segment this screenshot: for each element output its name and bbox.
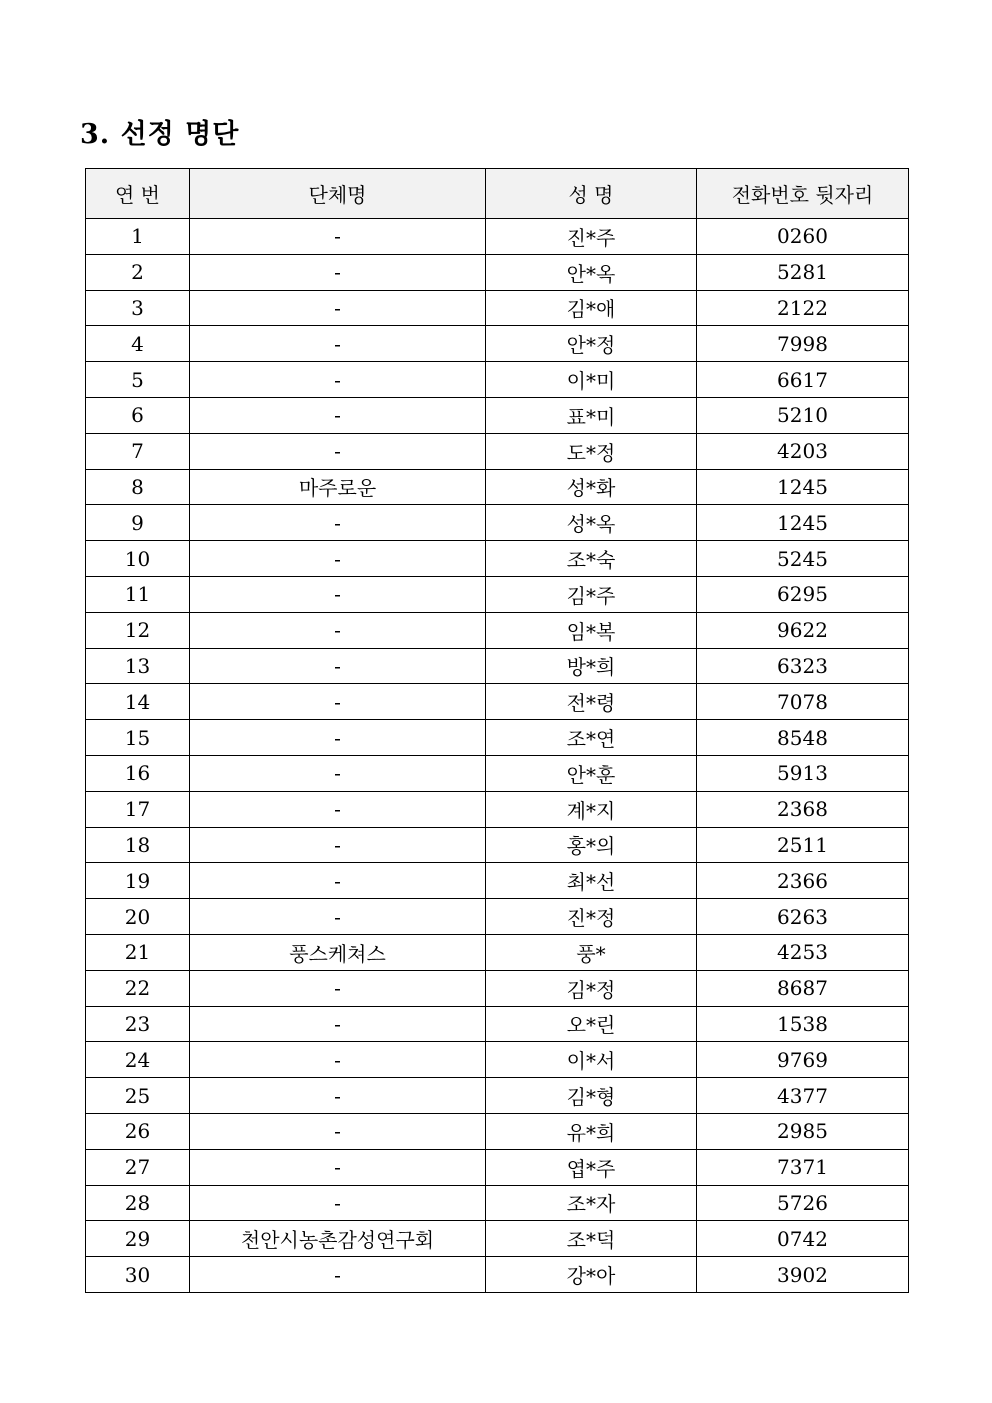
table-header [86,169,909,219]
cell-phone: 6295 [697,576,909,612]
cell-phone: 1538 [697,1006,909,1042]
cell-no: 4 [86,326,190,362]
cell-phone: 6263 [697,899,909,935]
cell-phone: 2368 [697,791,909,827]
header-phone: 전화번호 뒷자리 [697,169,909,219]
table-row [86,934,909,970]
cell-group: - [190,1078,486,1114]
cell-phone: 7371 [697,1149,909,1185]
selection-roster-table [85,168,909,1293]
cell-name: 이*미 [486,362,697,398]
cell-group: - [190,505,486,541]
cell-phone: 0260 [697,219,909,255]
cell-phone: 8687 [697,970,909,1006]
table-row [86,899,909,935]
table-row [86,576,909,612]
table-row [86,254,909,290]
cell-no: 13 [86,648,190,684]
cell-group: - [190,720,486,756]
table-row [86,648,909,684]
cell-name: 안*옥 [486,254,697,290]
table-row [86,326,909,362]
cell-no: 29 [86,1221,190,1257]
cell-group: - [190,1006,486,1042]
cell-group: - [190,576,486,612]
cell-name: 안*훈 [486,755,697,791]
cell-no: 10 [86,541,190,577]
table-header-row [86,169,909,219]
cell-group: - [190,648,486,684]
table-row [86,290,909,326]
cell-name: 김*주 [486,576,697,612]
cell-no: 15 [86,720,190,756]
page-title: 3. 선정 명단 [80,119,240,150]
cell-no: 9 [86,505,190,541]
table-row [86,541,909,577]
cell-phone: 6323 [697,648,909,684]
cell-phone: 1245 [697,505,909,541]
cell-name: 성*화 [486,469,697,505]
cell-name: 이*서 [486,1042,697,1078]
cell-phone: 9769 [697,1042,909,1078]
cell-phone: 1245 [697,469,909,505]
cell-group: - [190,1257,486,1293]
table-row [86,1257,909,1293]
cell-group: - [190,899,486,935]
cell-no: 14 [86,684,190,720]
cell-name: 도*정 [486,433,697,469]
table-row [86,720,909,756]
cell-name: 홍*의 [486,827,697,863]
cell-phone: 5245 [697,541,909,577]
cell-no: 25 [86,1078,190,1114]
table-row [86,1006,909,1042]
cell-group: - [190,290,486,326]
cell-no: 7 [86,433,190,469]
table-row [86,863,909,899]
cell-group: - [190,827,486,863]
table-row [86,1149,909,1185]
cell-name: 강*아 [486,1257,697,1293]
cell-phone: 9622 [697,612,909,648]
cell-no: 19 [86,863,190,899]
cell-phone: 5913 [697,755,909,791]
cell-name: 엽*주 [486,1149,697,1185]
cell-group: - [190,1113,486,1149]
cell-group: - [190,970,486,1006]
cell-no: 28 [86,1185,190,1221]
header-name: 성 명 [486,169,697,219]
cell-no: 2 [86,254,190,290]
cell-name: 임*복 [486,612,697,648]
table-row [86,1113,909,1149]
cell-phone: 2511 [697,827,909,863]
cell-name: 진*주 [486,219,697,255]
cell-phone: 5281 [697,254,909,290]
cell-no: 12 [86,612,190,648]
table-row [86,791,909,827]
cell-no: 21 [86,934,190,970]
cell-group: - [190,219,486,255]
cell-phone: 6617 [697,362,909,398]
cell-name: 방*희 [486,648,697,684]
cell-no: 6 [86,397,190,433]
cell-phone: 5210 [697,397,909,433]
cell-group: - [190,684,486,720]
table-row [86,970,909,1006]
cell-no: 18 [86,827,190,863]
table-row [86,612,909,648]
cell-group: - [190,1042,486,1078]
cell-no: 23 [86,1006,190,1042]
cell-name: 전*령 [486,684,697,720]
cell-group: - [190,863,486,899]
table-row [86,362,909,398]
cell-no: 8 [86,469,190,505]
cell-name: 오*린 [486,1006,697,1042]
cell-group: - [190,1185,486,1221]
table-row [86,219,909,255]
cell-phone: 2985 [697,1113,909,1149]
cell-no: 24 [86,1042,190,1078]
cell-name: 조*숙 [486,541,697,577]
cell-no: 17 [86,791,190,827]
cell-name: 풍* [486,934,697,970]
cell-name: 조*자 [486,1185,697,1221]
cell-name: 최*선 [486,863,697,899]
cell-phone: 4253 [697,934,909,970]
table-row [86,1185,909,1221]
cell-no: 22 [86,970,190,1006]
cell-group: - [190,254,486,290]
cell-name: 유*희 [486,1113,697,1149]
cell-phone: 7078 [697,684,909,720]
cell-name: 진*정 [486,899,697,935]
cell-phone: 5726 [697,1185,909,1221]
cell-name: 김*정 [486,970,697,1006]
cell-no: 3 [86,290,190,326]
cell-name: 안*정 [486,326,697,362]
cell-no: 5 [86,362,190,398]
cell-group: - [190,433,486,469]
cell-no: 20 [86,899,190,935]
cell-name: 표*미 [486,397,697,433]
cell-group: - [190,397,486,433]
cell-phone: 4377 [697,1078,909,1114]
cell-no: 11 [86,576,190,612]
cell-group: - [190,612,486,648]
table-row [86,505,909,541]
cell-group: - [190,326,486,362]
cell-phone: 2366 [697,863,909,899]
header-no: 연 번 [86,169,190,219]
cell-name: 조*연 [486,720,697,756]
cell-no: 27 [86,1149,190,1185]
table-row [86,1042,909,1078]
cell-group: - [190,755,486,791]
cell-group: - [190,1149,486,1185]
cell-no: 26 [86,1113,190,1149]
cell-name: 계*지 [486,791,697,827]
table-row [86,755,909,791]
cell-group: - [190,541,486,577]
table-row [86,1221,909,1257]
table-row [86,397,909,433]
cell-name: 성*옥 [486,505,697,541]
cell-name: 김*형 [486,1078,697,1114]
cell-no: 30 [86,1257,190,1293]
cell-group: 풍스케쳐스 [190,934,486,970]
cell-phone: 7998 [697,326,909,362]
cell-phone: 4203 [697,433,909,469]
table-row [86,469,909,505]
cell-group: - [190,791,486,827]
table-row [86,827,909,863]
header-group: 단체명 [190,169,486,219]
cell-no: 1 [86,219,190,255]
cell-phone: 2122 [697,290,909,326]
cell-group: 천안시농촌감성연구회 [190,1221,486,1257]
table-row [86,1078,909,1114]
cell-name: 조*덕 [486,1221,697,1257]
cell-name: 김*애 [486,290,697,326]
cell-group: 마주로운 [190,469,486,505]
table-row [86,684,909,720]
cell-phone: 0742 [697,1221,909,1257]
cell-phone: 3902 [697,1257,909,1293]
cell-group: - [190,362,486,398]
cell-phone: 8548 [697,720,909,756]
table-row [86,433,909,469]
table-body [86,219,909,1293]
cell-no: 16 [86,755,190,791]
